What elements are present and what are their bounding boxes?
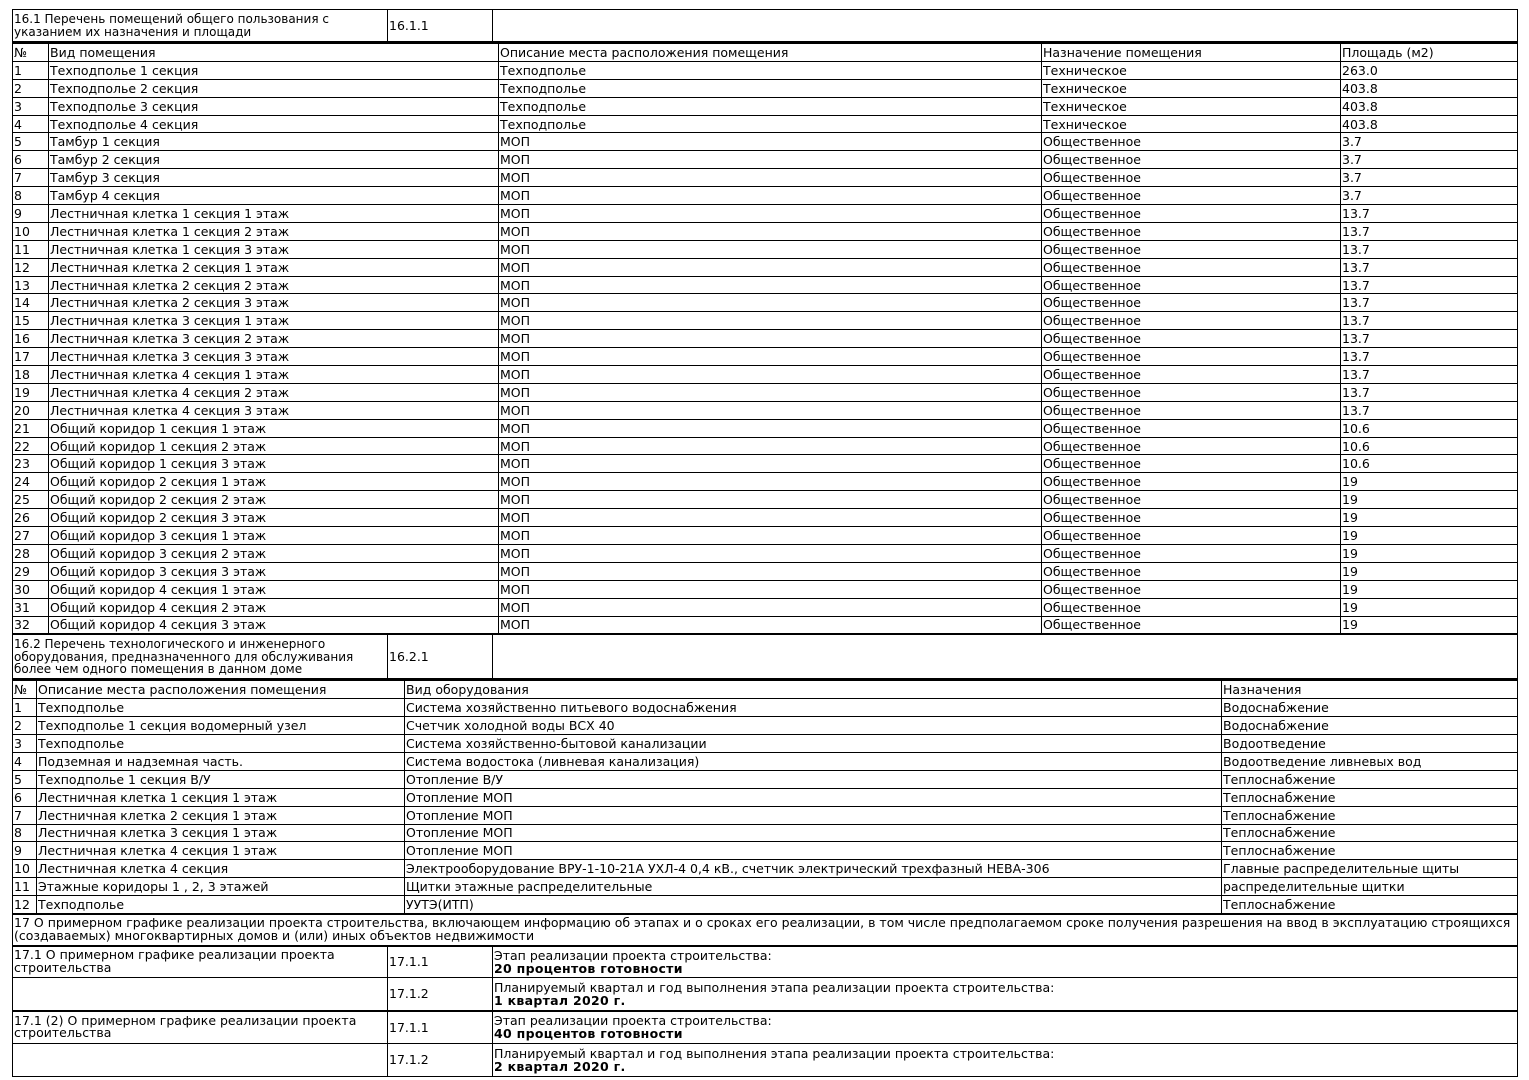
row-num: 2 — [13, 717, 37, 735]
premise-purpose: Техническое — [1042, 115, 1341, 133]
table-row — [13, 509, 1518, 527]
equipment-location: Лестничная клетка 2 секция 1 этаж — [37, 806, 405, 824]
premise-type: Общий коридор 4 секция 1 этаж — [49, 580, 499, 598]
premise-area: 13.7 — [1341, 401, 1518, 419]
premise-type: Общий коридор 2 секция 1 этаж — [49, 473, 499, 491]
premise-purpose: Общественное — [1042, 169, 1341, 187]
equipment-location: Техподполье — [37, 735, 405, 753]
premise-purpose: Общественное — [1042, 294, 1341, 312]
row-num: 26 — [13, 509, 49, 527]
row-num: 5 — [13, 770, 37, 788]
table-row — [13, 258, 1518, 276]
row-num: 6 — [13, 788, 37, 806]
equipment-location: Лестничная клетка 4 секция 1 этаж — [37, 842, 405, 860]
stage-label: Этап реализации проекта строительства: — [494, 1013, 772, 1029]
equipment-location: Техподполье — [37, 699, 405, 717]
row-num: 10 — [13, 860, 37, 878]
premise-area: 13.7 — [1341, 312, 1518, 330]
row-num: 3 — [13, 735, 37, 753]
equipment-type: Отопление МОП — [405, 842, 1222, 860]
section-17-title: 17 О примерном графике реализации проекта строительства, включающем информацию об этапах и о сроках его реализации, в том числе предполагаемом сроке получения разрешения на ввод в эксплуатацию строящихся (создаваемых) многоквартирных домов и (или) иных объектов недвижимости — [13, 914, 1518, 946]
table-row — [13, 169, 1518, 187]
row-num: 11 — [13, 878, 37, 896]
row-num: 2 — [13, 79, 49, 97]
premise-area: 19 — [1341, 598, 1518, 616]
premise-type: Лестничная клетка 1 секция 3 этаж — [49, 240, 499, 258]
premise-location: МОП — [499, 383, 1042, 401]
premise-type: Лестничная клетка 3 секция 1 этаж — [49, 312, 499, 330]
table-row — [13, 187, 1518, 205]
premise-area: 13.7 — [1341, 366, 1518, 384]
row-num: 21 — [13, 419, 49, 437]
header-num: № — [13, 681, 37, 699]
schedule-block-1-label: 17.1 О примерном графике реализации проекта строительства — [13, 946, 388, 978]
row-num: 1 — [13, 61, 49, 79]
header-type: Вид помещения — [49, 44, 499, 62]
premise-location: МОП — [499, 240, 1042, 258]
premise-purpose: Общественное — [1042, 455, 1341, 473]
premise-type: Тамбур 3 секция — [49, 169, 499, 187]
table-row — [13, 419, 1518, 437]
premise-location: МОП — [499, 348, 1042, 366]
premise-purpose: Общественное — [1042, 562, 1341, 580]
equipment-type: Отопление МОП — [405, 806, 1222, 824]
premise-area: 19 — [1341, 616, 1518, 634]
premise-purpose: Общественное — [1042, 437, 1341, 455]
premise-area: 10.6 — [1341, 455, 1518, 473]
table-row — [13, 824, 1518, 842]
section-16-2-title: 16.2 Перечень технологического и инженерного оборудования, предназначенного для обслуживания более чем одного помещения в данном доме — [13, 635, 388, 680]
document-page — [12, 9, 1518, 1077]
period-label: Планируемый квартал и год выполнения этапа реализации проекта строительства: — [494, 1045, 1055, 1061]
table-row — [13, 240, 1518, 258]
header-num: № — [13, 44, 49, 62]
table-row — [13, 473, 1518, 491]
row-num: 23 — [13, 455, 49, 473]
premise-area: 3.7 — [1341, 187, 1518, 205]
table-row — [13, 699, 1518, 717]
table-row — [13, 878, 1518, 896]
row-num: 8 — [13, 187, 49, 205]
row-num: 22 — [13, 437, 49, 455]
premise-location: Техподполье — [499, 61, 1042, 79]
table-row — [13, 598, 1518, 616]
premise-type: Лестничная клетка 3 секция 3 этаж — [49, 348, 499, 366]
row-num: 1 — [13, 699, 37, 717]
premise-location: МОП — [499, 366, 1042, 384]
table-row — [13, 616, 1518, 634]
premise-type: Лестничная клетка 2 секция 3 этаж — [49, 294, 499, 312]
premise-type: Лестничная клетка 1 секция 2 этаж — [49, 222, 499, 240]
row-num: 8 — [13, 824, 37, 842]
premise-area: 403.8 — [1341, 79, 1518, 97]
table-row — [13, 735, 1518, 753]
premise-location: МОП — [499, 598, 1042, 616]
premise-purpose: Техническое — [1042, 79, 1341, 97]
table-row — [13, 330, 1518, 348]
equipment-type: Отопление МОП — [405, 788, 1222, 806]
premise-area: 13.7 — [1341, 348, 1518, 366]
table-row — [13, 115, 1518, 133]
row-num: 19 — [13, 383, 49, 401]
premise-area: 19 — [1341, 562, 1518, 580]
period-value: 2 квартал 2020 г. — [494, 1058, 626, 1074]
premise-purpose: Общественное — [1042, 348, 1341, 366]
table-row — [13, 312, 1518, 330]
premise-area: 13.7 — [1341, 222, 1518, 240]
table-row — [13, 842, 1518, 860]
table-row — [13, 752, 1518, 770]
premise-type: Общий коридор 2 секция 3 этаж — [49, 509, 499, 527]
premise-area: 13.7 — [1341, 258, 1518, 276]
schedule-block-2-period-code: 17.1.2 — [388, 1043, 493, 1076]
table-row — [13, 383, 1518, 401]
premise-purpose: Общественное — [1042, 330, 1341, 348]
table-row — [13, 806, 1518, 824]
row-num: 25 — [13, 491, 49, 509]
row-num: 30 — [13, 580, 49, 598]
equipment-type: Счетчик холодной воды ВСХ 40 — [405, 717, 1222, 735]
premise-area: 403.8 — [1341, 97, 1518, 115]
empty-cell — [13, 977, 388, 1011]
premise-location: МОП — [499, 187, 1042, 205]
premise-purpose: Общественное — [1042, 366, 1341, 384]
row-num: 27 — [13, 527, 49, 545]
premise-area: 3.7 — [1341, 151, 1518, 169]
premise-purpose: Общественное — [1042, 580, 1341, 598]
equipment-type: Система хозяйственно-бытовой канализации — [405, 735, 1222, 753]
schedule-block-2-period — [493, 1043, 1518, 1076]
table-row — [13, 788, 1518, 806]
header-location: Описание места расположения помещения — [499, 44, 1042, 62]
premise-purpose: Общественное — [1042, 616, 1341, 634]
section-17-table — [12, 914, 1518, 1077]
header-location: Описание места расположения помещения — [37, 681, 405, 699]
premise-area: 13.7 — [1341, 205, 1518, 223]
row-num: 4 — [13, 115, 49, 133]
equipment-location: Техподполье 1 секция водомерный узел — [37, 717, 405, 735]
equipment-type: Отопление В/У — [405, 770, 1222, 788]
schedule-block-2-stage-code: 17.1.1 — [388, 1011, 493, 1044]
premise-purpose: Техническое — [1042, 61, 1341, 79]
premise-purpose: Общественное — [1042, 151, 1341, 169]
equipment-purpose: Теплоснабжение — [1222, 842, 1518, 860]
row-num: 29 — [13, 562, 49, 580]
premise-type: Общий коридор 1 секция 3 этаж — [49, 455, 499, 473]
premise-area: 13.7 — [1341, 330, 1518, 348]
premise-type: Техподполье 1 секция — [49, 61, 499, 79]
equipment-location: Этажные коридоры 1 , 2, 3 этажей — [37, 878, 405, 896]
premise-purpose: Техническое — [1042, 97, 1341, 115]
premise-type: Общий коридор 3 секция 2 этаж — [49, 544, 499, 562]
stage-label: Этап реализации проекта строительства: — [494, 947, 772, 963]
row-num: 13 — [13, 276, 49, 294]
row-num: 31 — [13, 598, 49, 616]
table-row — [13, 205, 1518, 223]
premise-location: МОП — [499, 562, 1042, 580]
premise-location: МОП — [499, 330, 1042, 348]
equipment-purpose: Водоотведение ливневых вод — [1222, 752, 1518, 770]
premise-type: Тамбур 1 секция — [49, 133, 499, 151]
common-premises-table — [12, 43, 1518, 634]
premise-type: Лестничная клетка 4 секция 1 этаж — [49, 366, 499, 384]
equipment-purpose: Теплоснабжение — [1222, 806, 1518, 824]
premise-area: 13.7 — [1341, 276, 1518, 294]
premise-location: МОП — [499, 276, 1042, 294]
row-num: 5 — [13, 133, 49, 151]
premise-location: МОП — [499, 401, 1042, 419]
premise-type: Лестничная клетка 2 секция 2 этаж — [49, 276, 499, 294]
premise-location: МОП — [499, 527, 1042, 545]
table-row — [13, 562, 1518, 580]
premise-purpose: Общественное — [1042, 133, 1341, 151]
schedule-block-1-stage-code: 17.1.1 — [388, 946, 493, 978]
premise-area: 19 — [1341, 527, 1518, 545]
premise-location: МОП — [499, 616, 1042, 634]
table-row — [13, 491, 1518, 509]
equipment-type: Отопление МОП — [405, 824, 1222, 842]
equipment-purpose: Главные распределительные щиты — [1222, 860, 1518, 878]
section-16-1-code: 16.1.1 — [388, 10, 493, 43]
period-value: 1 квартал 2020 г. — [494, 992, 626, 1008]
premise-purpose: Общественное — [1042, 473, 1341, 491]
premise-purpose: Общественное — [1042, 544, 1341, 562]
equipment-type: Система хозяйственно питьевого водоснабжения — [405, 699, 1222, 717]
premise-location: МОП — [499, 222, 1042, 240]
row-num: 10 — [13, 222, 49, 240]
empty-cell — [493, 10, 1518, 43]
table-row — [13, 717, 1518, 735]
premise-type: Техподполье 2 секция — [49, 79, 499, 97]
schedule-block-2-stage — [493, 1011, 1518, 1044]
premise-purpose: Общественное — [1042, 598, 1341, 616]
stage-value: 40 процентов готовности — [494, 1026, 683, 1042]
premise-area: 19 — [1341, 544, 1518, 562]
premise-area: 403.8 — [1341, 115, 1518, 133]
equipment-location: Лестничная клетка 3 секция 1 этаж — [37, 824, 405, 842]
premise-location: Техподполье — [499, 79, 1042, 97]
schedule-block-1-period — [493, 977, 1518, 1011]
premise-type: Тамбур 4 секция — [49, 187, 499, 205]
premise-type: Общий коридор 4 секция 3 этаж — [49, 616, 499, 634]
table-header-row — [13, 44, 1518, 62]
schedule-block-1-stage — [493, 946, 1518, 978]
header-purpose: Назначения — [1222, 681, 1518, 699]
row-num: 4 — [13, 752, 37, 770]
premise-location: МОП — [499, 169, 1042, 187]
equipment-type: УУТЭ(ИТП) — [405, 896, 1222, 914]
equipment-type: Электрооборудование ВРУ-1-10-21А УХЛ-4 0,4 кВ., счетчик электрический трехфазный НЕВА-306 — [405, 860, 1222, 878]
equipment-purpose: Водоотведение — [1222, 735, 1518, 753]
premise-location: МОП — [499, 544, 1042, 562]
equipment-table — [12, 680, 1518, 914]
premise-purpose: Общественное — [1042, 419, 1341, 437]
premise-type: Лестничная клетка 2 секция 1 этаж — [49, 258, 499, 276]
premise-purpose: Общественное — [1042, 222, 1341, 240]
row-num: 17 — [13, 348, 49, 366]
table-row — [13, 770, 1518, 788]
row-num: 11 — [13, 240, 49, 258]
table-row — [13, 437, 1518, 455]
equipment-location: Лестничная клетка 4 секция — [37, 860, 405, 878]
premise-location: МОП — [499, 258, 1042, 276]
equipment-type: Щитки этажные распределительные — [405, 878, 1222, 896]
premise-area: 13.7 — [1341, 240, 1518, 258]
premise-purpose: Общественное — [1042, 312, 1341, 330]
section-16-1-header — [12, 9, 1518, 43]
premise-location: МОП — [499, 205, 1042, 223]
premise-purpose: Общественное — [1042, 383, 1341, 401]
premise-type: Общий коридор 3 секция 1 этаж — [49, 527, 499, 545]
premise-type: Лестничная клетка 3 секция 2 этаж — [49, 330, 499, 348]
table-row — [13, 896, 1518, 914]
premise-purpose: Общественное — [1042, 205, 1341, 223]
premise-area: 3.7 — [1341, 133, 1518, 151]
table-row — [13, 401, 1518, 419]
premise-purpose: Общественное — [1042, 401, 1341, 419]
premise-type: Общий коридор 1 секция 1 этаж — [49, 419, 499, 437]
row-num: 28 — [13, 544, 49, 562]
equipment-purpose: Теплоснабжение — [1222, 770, 1518, 788]
premise-purpose: Общественное — [1042, 240, 1341, 258]
row-num: 7 — [13, 169, 49, 187]
row-num: 24 — [13, 473, 49, 491]
table-row — [13, 366, 1518, 384]
premise-type: Лестничная клетка 1 секция 1 этаж — [49, 205, 499, 223]
premise-purpose: Общественное — [1042, 491, 1341, 509]
premise-area: 3.7 — [1341, 169, 1518, 187]
premise-location: МОП — [499, 133, 1042, 151]
row-num: 12 — [13, 258, 49, 276]
premise-location: МОП — [499, 151, 1042, 169]
schedule-block-1-period-code: 17.1.2 — [388, 977, 493, 1011]
row-num: 20 — [13, 401, 49, 419]
table-row — [13, 544, 1518, 562]
premise-location: МОП — [499, 491, 1042, 509]
premise-location: МОП — [499, 509, 1042, 527]
premise-type: Общий коридор 2 секция 2 этаж — [49, 491, 499, 509]
premise-location: МОП — [499, 580, 1042, 598]
equipment-purpose: Водоснабжение — [1222, 699, 1518, 717]
premise-type: Общий коридор 1 секция 2 этаж — [49, 437, 499, 455]
premise-purpose: Общественное — [1042, 276, 1341, 294]
equipment-type: Система водостока (ливневая канализация) — [405, 752, 1222, 770]
equipment-purpose: распределительные щитки — [1222, 878, 1518, 896]
row-num: 16 — [13, 330, 49, 348]
period-label: Планируемый квартал и год выполнения этапа реализации проекта строительства: — [494, 979, 1055, 995]
schedule-block-2-label: 17.1 (2) О примерном графике реализации проекта строительства — [13, 1011, 388, 1044]
premise-type: Техподполье 3 секция — [49, 97, 499, 115]
row-num: 9 — [13, 842, 37, 860]
premise-purpose: Общественное — [1042, 527, 1341, 545]
section-16-1-title: 16.1 Перечень помещений общего пользования с указанием их назначения и площади — [13, 10, 388, 43]
table-row — [13, 97, 1518, 115]
premise-area: 19 — [1341, 509, 1518, 527]
table-row — [13, 61, 1518, 79]
empty-cell — [493, 635, 1518, 680]
row-num: 14 — [13, 294, 49, 312]
equipment-location: Лестничная клетка 1 секция 1 этаж — [37, 788, 405, 806]
table-row — [13, 455, 1518, 473]
section-16-2-code: 16.2.1 — [388, 635, 493, 680]
premise-type: Техподполье 4 секция — [49, 115, 499, 133]
stage-value: 20 процентов готовности — [494, 960, 683, 976]
table-row — [13, 151, 1518, 169]
row-num: 32 — [13, 616, 49, 634]
table-row — [13, 276, 1518, 294]
row-num: 9 — [13, 205, 49, 223]
equipment-purpose: Теплоснабжение — [1222, 896, 1518, 914]
premise-type: Лестничная клетка 4 секция 2 этаж — [49, 383, 499, 401]
premise-purpose: Общественное — [1042, 187, 1341, 205]
row-num: 6 — [13, 151, 49, 169]
empty-cell — [13, 1043, 388, 1076]
header-area: Площадь (м2) — [1341, 44, 1518, 62]
premise-location: Техподполье — [499, 115, 1042, 133]
premise-location: МОП — [499, 455, 1042, 473]
premise-purpose: Общественное — [1042, 258, 1341, 276]
row-num: 15 — [13, 312, 49, 330]
premise-area: 13.7 — [1341, 383, 1518, 401]
premise-type: Общий коридор 4 секция 2 этаж — [49, 598, 499, 616]
equipment-location: Подземная и надземная часть. — [37, 752, 405, 770]
premise-area: 13.7 — [1341, 294, 1518, 312]
table-row — [13, 527, 1518, 545]
row-num: 18 — [13, 366, 49, 384]
premise-location: МОП — [499, 437, 1042, 455]
table-row — [13, 133, 1518, 151]
equipment-purpose: Теплоснабжение — [1222, 788, 1518, 806]
equipment-location: Техподполье 1 секция В/У — [37, 770, 405, 788]
table-row — [13, 294, 1518, 312]
equipment-purpose: Водоснабжение — [1222, 717, 1518, 735]
equipment-purpose: Теплоснабжение — [1222, 824, 1518, 842]
premise-area: 10.6 — [1341, 437, 1518, 455]
premise-purpose: Общественное — [1042, 509, 1341, 527]
header-purpose: Назначение помещения — [1042, 44, 1341, 62]
premise-type: Тамбур 2 секция — [49, 151, 499, 169]
premise-type: Лестничная клетка 4 секция 3 этаж — [49, 401, 499, 419]
section-16-2-header — [12, 634, 1518, 680]
table-row — [13, 79, 1518, 97]
equipment-location: Техподполье — [37, 896, 405, 914]
premise-location: Техподполье — [499, 97, 1042, 115]
premise-area: 263.0 — [1341, 61, 1518, 79]
table-row — [13, 580, 1518, 598]
premise-location: МОП — [499, 294, 1042, 312]
table-header-row — [13, 681, 1518, 699]
premise-area: 19 — [1341, 580, 1518, 598]
premise-location: МОП — [499, 473, 1042, 491]
row-num: 12 — [13, 896, 37, 914]
row-num: 7 — [13, 806, 37, 824]
table-row — [13, 860, 1518, 878]
header-equipment: Вид оборудования — [405, 681, 1222, 699]
premise-area: 10.6 — [1341, 419, 1518, 437]
row-num: 3 — [13, 97, 49, 115]
table-row — [13, 222, 1518, 240]
premise-location: МОП — [499, 312, 1042, 330]
premise-location: МОП — [499, 419, 1042, 437]
premise-area: 19 — [1341, 491, 1518, 509]
premise-type: Общий коридор 3 секция 3 этаж — [49, 562, 499, 580]
table-row — [13, 348, 1518, 366]
premise-area: 19 — [1341, 473, 1518, 491]
